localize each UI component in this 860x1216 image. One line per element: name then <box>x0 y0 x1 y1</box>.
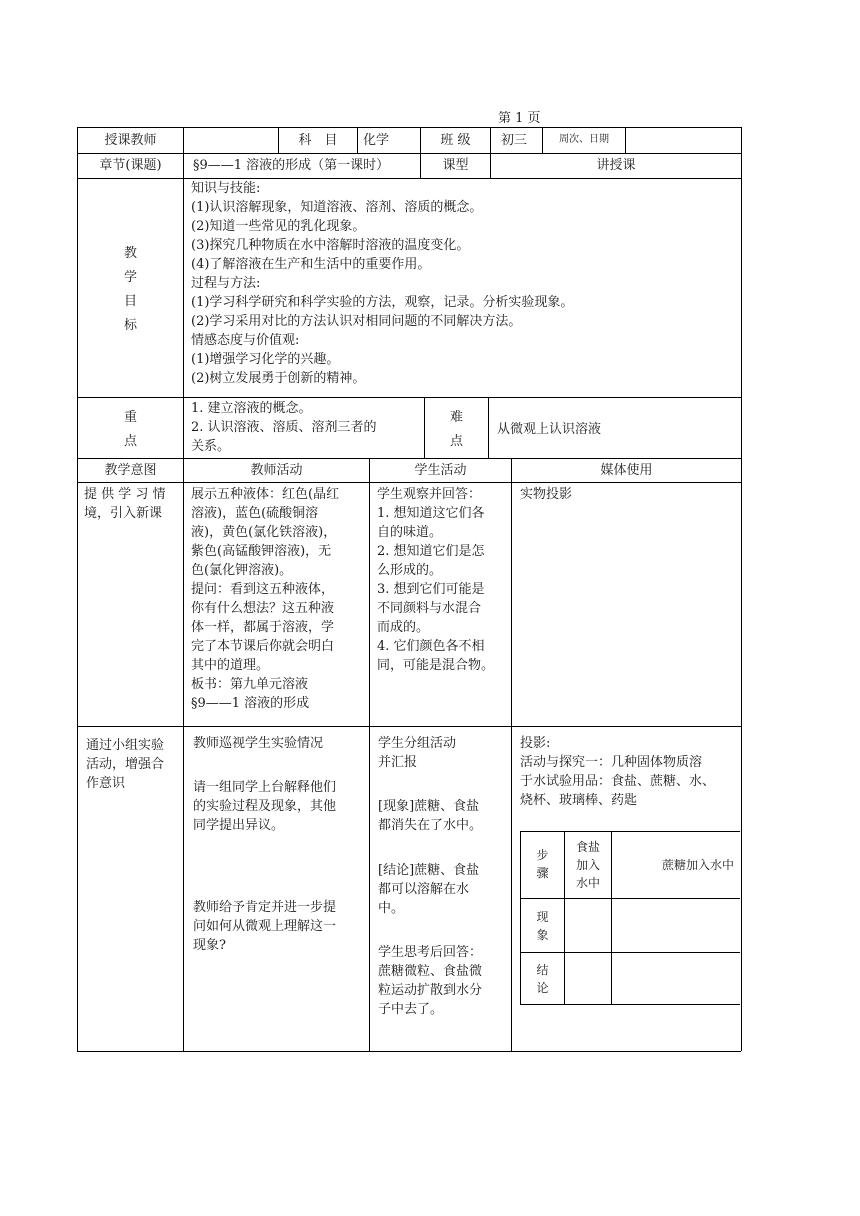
row1-student-activity: 学生观察并回答： 1. 想知道这它们各 自的味道。 2. 想知道它们是怎 么形成的。 3. 想到它们可能是 不同颜料与水混合 而成的。 4. 它们颜色各不相 同，可能是混合物。 <box>377 487 495 673</box>
teacher-label: 授课教师 <box>104 133 157 148</box>
row2-teacher-activity-c: 教师给予肯定并进一步提 问如何从微观上理解这一 现象? <box>193 900 337 953</box>
row2-student-activity-a: 学生分组活动 并汇报 <box>378 736 457 770</box>
subject-value: 化学 <box>363 133 390 148</box>
exp-sugar-header: 蔗糖加入水中 <box>661 858 734 872</box>
row2-intent: 通过小组实验 活动，增强合 作意识 <box>86 738 165 791</box>
row2-student-activity-b: [现象]蔗糖、食盐 都消失在了水中。 <box>378 799 483 833</box>
class-value: 初三 <box>501 133 528 148</box>
lesson-type-value: 讲授课 <box>596 158 636 173</box>
row1-intent: 提 供 学 习 情 境，引入新课 <box>84 487 166 521</box>
row2-teacher-activity-b: 请一组同学上台解释他们 的实验过程及现象，其他 同学提出异议。 <box>193 780 337 833</box>
lesson-type-label: 课型 <box>442 158 469 173</box>
row2-teacher-activity-a: 教师巡视学生实验情况 <box>193 736 324 751</box>
row2-student-activity-d: 学生思考后回答： 蔗糖微粒、食盐微 粒运动扩散到水分 子中去了。 <box>378 945 483 1017</box>
exp-conclusion-label: 结 论 <box>536 963 549 995</box>
class-label: 班 级 <box>440 133 471 148</box>
row2-student-activity-c: [结论]蔗糖、食盐 都可以溶解在水 中。 <box>378 863 480 916</box>
chapter-label: 章节(课题) <box>99 158 162 173</box>
col-header-student: 学生活动 <box>414 463 467 478</box>
col-header-media: 媒体使用 <box>600 463 653 478</box>
week-date-label: 周次、日期 <box>559 134 609 145</box>
exp-phenomenon-label: 现 象 <box>536 910 549 942</box>
key-points-content: 1. 建立溶液的概念。 2. 认识溶液、溶质、溶剂三者的 关系。 <box>191 401 377 454</box>
page-number: 第 1 页 <box>498 111 541 126</box>
col-header-intent: 教学意图 <box>104 463 157 478</box>
subject-label: 科 目 <box>298 133 338 148</box>
difficulty-content: 从微观上认识溶液 <box>497 422 602 437</box>
row2-media-title: 投影: <box>520 736 551 751</box>
row1-media: 实物投影 <box>520 487 573 502</box>
row1-teacher-activity: 展示五种液体：红色(晶红 溶液)，蓝色(硫酸铜溶 液)，黄色(氯化铁溶液)， 紫色(高锰酸钾溶液)，无 色(氯化钾溶液)。 提问：看到这五种液体， 你有什么想法？这五种液 体一样，都属于溶液，学 完了本节课后你就会明白 其中的道理。 板书：第九单元溶液 §9——1 溶液的形成 <box>191 487 340 711</box>
objectives-content: 知识与技能: (1)认识溶解现象，知道溶液、溶剂、溶质的概念。 (2)知道一些常见的乳化现象。 (3)探究几种物质在水中溶解时溶液的温度变化。 (4)了解溶液在生产和生活中的重要作用。 过程与方法: (1)学习科学研究和科学实验的方法，观察，记录。分析实验现象。 (2)学习采用对比的方法认识对相同问题的不同解决方法。 情感态度与价值观: (1)增强学习化学的兴趣。 (2)树立发展勇于创新的精神。 <box>191 181 574 386</box>
key-points-label: 重 点 <box>123 410 137 449</box>
col-header-teacher: 教师活动 <box>250 463 303 478</box>
chapter-title: §9——1 溶液的形成（第一课时） <box>193 158 390 173</box>
objectives-label: 教 学 目 标 <box>123 246 137 333</box>
row2-media-content: 活动与探究一：几种固体物质溶 于水试验用品：食盐、蔗糖、水、 烧杯、玻璃棒、药匙 <box>520 755 716 808</box>
exp-salt-header: 食盐 加入 水中 <box>575 840 600 890</box>
exp-step-label: 步 骤 <box>536 848 549 880</box>
difficulty-label: 难 点 <box>449 410 463 449</box>
